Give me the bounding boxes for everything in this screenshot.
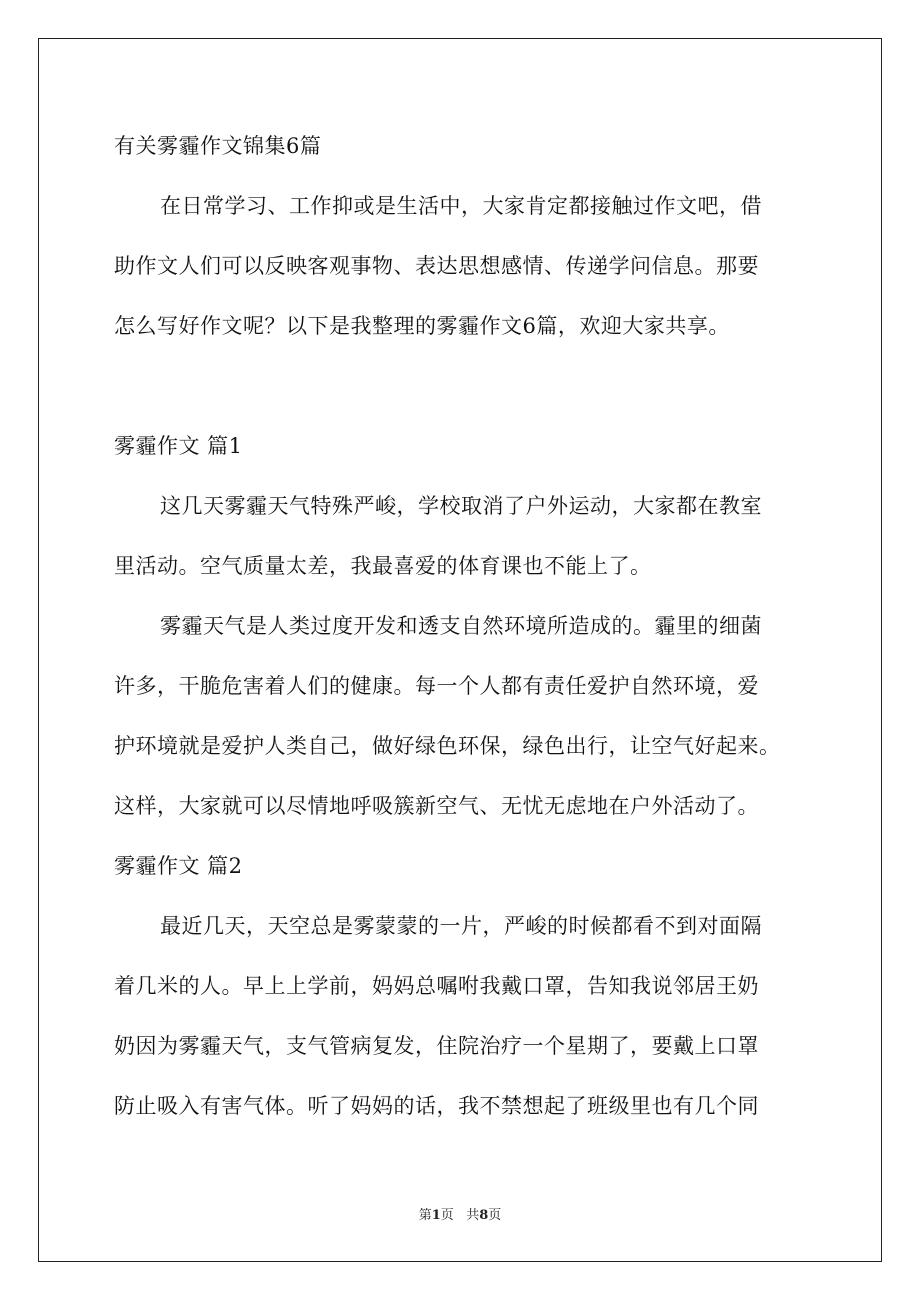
paragraph-line: 许多，干脆危害着人们的健康。每一个人都有责任爱护自然环境，爱 bbox=[114, 674, 759, 698]
paragraph-line: 护环境就是爱护人类自己，做好绿色环保，绿色出行，让空气好起来。 bbox=[114, 734, 781, 758]
document-body bbox=[114, 116, 814, 1136]
section-heading-1: 雾霾作文 篇1 bbox=[114, 434, 243, 458]
paragraph-line: 这几天雾霾天气特殊严峻，学校取消了户外运动，大家都在教室 bbox=[160, 494, 762, 518]
spacer bbox=[114, 356, 814, 416]
footer-page-current: 1 bbox=[431, 1208, 441, 1223]
paragraph-line: 最近几天，天空总是雾蒙蒙的一片，严峻的时候都看不到对面隔 bbox=[160, 914, 762, 938]
footer-page-total: 8 bbox=[479, 1208, 489, 1223]
footer-page-prefix: 第 bbox=[418, 1208, 432, 1223]
paragraph-line: 奶因为雾霾天气，支气管病复发，住院治疗一个星期了，要戴上口罩 bbox=[114, 1034, 759, 1058]
document-title: 有关雾霾作文锦集6篇 bbox=[114, 134, 322, 158]
paragraph-line: 防止吸入有害气体。听了妈妈的话，我不禁想起了班级里也有几个同 bbox=[114, 1094, 759, 1118]
intro-line: 助作文人们可以反映客观事物、表达思想感情、传递学问信息。那要 bbox=[114, 254, 759, 278]
footer-page-label: 页 bbox=[440, 1208, 454, 1223]
footer-total-label: 页 bbox=[488, 1208, 502, 1223]
paragraph-line: 里活动。空气质量太差，我最喜爱的体育课也不能上了。 bbox=[114, 554, 652, 578]
paragraph-line: 这样，大家就可以尽情地呼吸簇新空气、无忧无虑地在户外活动了。 bbox=[114, 794, 759, 818]
page-footer bbox=[0, 1204, 920, 1223]
footer-total-prefix: 共 bbox=[466, 1208, 480, 1223]
intro-line: 怎么写好作文呢？以下是我整理的雾霾作文6篇，欢迎大家共享。 bbox=[114, 314, 730, 338]
section-heading-2: 雾霾作文 篇2 bbox=[114, 854, 243, 878]
intro-line: 在日常学习、工作抑或是生活中，大家肯定都接触过作文吧，借 bbox=[160, 194, 762, 218]
paragraph-line: 着几米的人。早上上学前，妈妈总嘱咐我戴口罩，告知我说邻居王奶 bbox=[114, 974, 759, 998]
paragraph-line: 雾霾天气是人类过度开发和透支自然环境所造成的。霾里的细菌 bbox=[160, 614, 762, 638]
